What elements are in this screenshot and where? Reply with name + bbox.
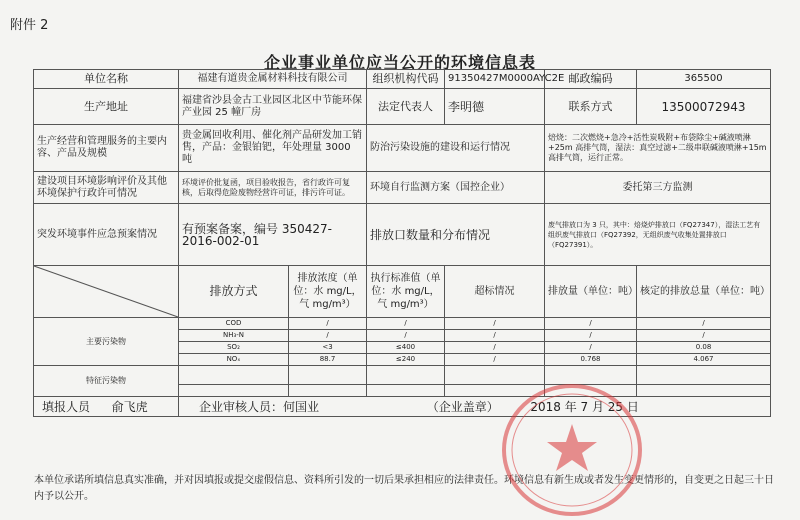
review-cell xyxy=(179,397,771,417)
diagonal-line xyxy=(34,266,178,317)
reviewer-label: 企业审核人员： xyxy=(199,399,284,414)
outlet-value: 废气排放口为 3 只，其中：焙烧炉排放口（FQ27347），湿法工艺有组织废气排放口（FQ27392，无组织废气收集处置排放口（FQ27391）。 xyxy=(545,204,771,266)
pollutant-name: COD xyxy=(179,318,289,330)
filler-cell xyxy=(34,397,179,417)
pollutant-exceed: / xyxy=(445,318,545,330)
pollutant-std: / xyxy=(367,330,445,342)
emergency-label: 突发环境事件应急预案情况 xyxy=(34,204,179,266)
pollutant-exceed: / xyxy=(445,330,545,342)
pollutant-amount: 0.768 xyxy=(545,354,637,366)
filler-label: 填报人员 xyxy=(42,399,91,414)
header-amount: 排放量（单位：吨） xyxy=(545,266,637,318)
page-title: 企业事业单位应当公开的环境信息表 xyxy=(263,53,536,72)
reviewer-value: 何国业 xyxy=(283,399,320,414)
pollutant-conc: <3 xyxy=(289,342,367,354)
header-standard: 执行标准值（单位：水 mg/L，气 mg/m³） xyxy=(367,266,445,318)
pollutant-approved: 4.067 xyxy=(637,354,771,366)
seal-label: （企业盖章） xyxy=(426,399,499,414)
postcode-value: 365500 xyxy=(637,70,771,89)
annex-label: 附件 2 xyxy=(10,18,49,33)
header-approved: 核定的排放总量（单位：吨） xyxy=(637,266,771,318)
address-label: 生产地址 xyxy=(34,89,179,125)
org-code-value: 91350427M0000AYC2E xyxy=(445,70,545,89)
header-method: 排放方式 xyxy=(179,266,289,318)
env-info-table xyxy=(33,69,771,417)
pollutant-std: ≤240 xyxy=(367,354,445,366)
contact-value: 13500072943 xyxy=(637,89,771,125)
pollutant-approved: 0.08 xyxy=(637,342,771,354)
pollutant-exceed: / xyxy=(445,354,545,366)
header-concentration: 排放浓度（单位：水 mg/L，气 mg/m³） xyxy=(289,266,367,318)
legal-rep-label: 法定代表人 xyxy=(367,89,445,125)
pollutant-exceed: / xyxy=(445,342,545,354)
pollutant-name: NH₃-N xyxy=(179,330,289,342)
monitor-value: 委托第三方监测 xyxy=(545,172,771,204)
monitor-label: 环境自行监测方案（国控企业） xyxy=(367,172,545,204)
pollutant-name: NOₓ xyxy=(179,354,289,366)
pollutant-name: SO₂ xyxy=(179,342,289,354)
fill-date: 2018 年 7 月 25 日 xyxy=(530,399,639,414)
address-value: 福建省沙县金古工业园区北区中节能环保产业园 25 幢厂房 xyxy=(179,89,367,125)
filler-value: 俞飞虎 xyxy=(111,399,148,414)
postcode-label: 邮政编码 xyxy=(545,70,637,89)
pollutant-conc: / xyxy=(289,330,367,342)
main-pollutants-label: 主要污染物 xyxy=(86,336,126,346)
pollutant-approved: / xyxy=(637,318,771,330)
org-code-label: 组织机构代码 xyxy=(367,70,445,89)
eia-value: 环境评价批复函，项目验收报告，省行政许可复核，后取得危险废物经营许可证，排污许可证。 xyxy=(179,172,367,204)
pollutant-row xyxy=(34,318,771,330)
special-pollutants-label: 特征污染物 xyxy=(34,366,179,397)
pollutant-amount: / xyxy=(545,330,637,342)
pollutant-std: ≤400 xyxy=(367,342,445,354)
facility-value: 焙烧：二次燃烧+急冷+活性炭吸附+布袋除尘+碱液喷淋+25m 高排气筒，湿法：真空过滤+二级串联碱液喷淋+15m 高排气筒，运行正常。 xyxy=(545,125,771,172)
footer-note: 本单位承诺所填信息真实准确，并对因填报或提交虚假信息、资料所引发的一切后果承担相应的法律责任。环境信息有新生成或者发生变更情形的，自变更之日起三十日内予以公开。 xyxy=(34,475,774,502)
diagonal-header-cell xyxy=(34,266,179,318)
outlet-label: 排放口数量和分布情况 xyxy=(367,204,545,266)
pollutant-conc: 88.7 xyxy=(289,354,367,366)
business-label: 生产经营和管理服务的主要内容、产品及规模 xyxy=(34,125,179,172)
eia-label: 建设项目环境影响评价及其他环境保护行政许可情况 xyxy=(34,172,179,204)
pollutant-amount: / xyxy=(545,342,637,354)
pollutant-conc: / xyxy=(289,318,367,330)
header-exceed: 超标情况 xyxy=(445,266,545,318)
unit-name-label: 单位名称 xyxy=(34,70,179,89)
contact-label: 联系方式 xyxy=(545,89,637,125)
pollutant-std: / xyxy=(367,318,445,330)
emergency-value: 有预案备案，编号 350427-2016-002-01 xyxy=(179,204,367,266)
business-value: 贵金属回收利用、催化剂产品研发加工销售，产品：金银铂钯，年处理量 3000 吨 xyxy=(179,125,367,172)
pollutant-approved: / xyxy=(637,330,771,342)
unit-name-value: 福建有道贵金属材料科技有限公司 xyxy=(179,70,367,89)
legal-rep-value: 李明德 xyxy=(445,89,545,125)
facility-label: 防治污染设施的建设和运行情况 xyxy=(367,125,545,172)
main-pollutants-cell xyxy=(34,318,179,366)
pollutant-amount: / xyxy=(545,318,637,330)
